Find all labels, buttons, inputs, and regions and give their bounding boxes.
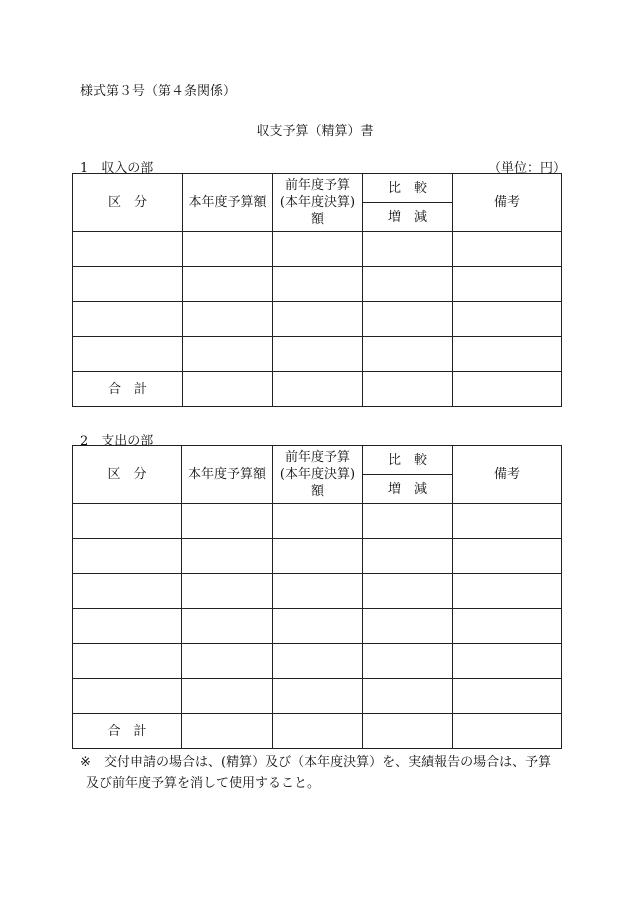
col-header-prev-budget: 前年度予算 (本年度決算) 額: [273, 174, 363, 232]
table-cell[interactable]: [453, 504, 562, 539]
table-row: [73, 539, 562, 574]
table-cell[interactable]: [182, 609, 273, 644]
table-cell[interactable]: [453, 644, 562, 679]
table-cell[interactable]: [453, 302, 562, 337]
table-row: [73, 679, 562, 714]
table-cell[interactable]: [363, 679, 453, 714]
table-cell[interactable]: [182, 574, 273, 609]
note-line-1: 交付申請の場合は、(精算）及び（本年度決算）を、実績報告の場合は、予算: [104, 755, 552, 770]
table-cell[interactable]: [363, 574, 453, 609]
total-cell[interactable]: [183, 372, 273, 407]
table-cell[interactable]: [73, 504, 182, 539]
table-cell[interactable]: [453, 337, 562, 372]
col-header-category: 区 分: [73, 446, 182, 504]
table-cell[interactable]: [182, 644, 273, 679]
table-cell[interactable]: [73, 232, 183, 267]
total-cell[interactable]: [273, 714, 363, 749]
table-cell[interactable]: [273, 574, 363, 609]
table-cell[interactable]: [363, 302, 453, 337]
col-header-prev-budget: 前年度予算 (本年度決算) 額: [273, 446, 363, 504]
total-cell[interactable]: [182, 714, 273, 749]
expense-section-heading: 2 支出の部: [80, 434, 154, 449]
table-cell[interactable]: [182, 504, 273, 539]
table-cell[interactable]: [363, 232, 453, 267]
col-header-increase-decrease: 増 減: [363, 475, 453, 504]
col-header-remarks: 備考: [453, 446, 562, 504]
table-cell[interactable]: [363, 267, 453, 302]
table-row: [73, 267, 562, 302]
total-cell[interactable]: [273, 372, 363, 407]
form-number: 様式第３号（第４条関係）: [80, 84, 237, 99]
table-row: [73, 337, 562, 372]
table-cell[interactable]: [273, 302, 363, 337]
table-cell[interactable]: [73, 609, 182, 644]
table-cell[interactable]: [73, 302, 183, 337]
table-row: [73, 302, 562, 337]
col-header-comparison: 比 較: [363, 174, 453, 203]
expense-total-row: [73, 714, 562, 749]
table-cell[interactable]: [273, 644, 363, 679]
expense-table: [72, 445, 562, 749]
total-cell[interactable]: [453, 372, 562, 407]
table-cell[interactable]: [363, 609, 453, 644]
table-cell[interactable]: [453, 609, 562, 644]
table-cell[interactable]: [273, 337, 363, 372]
note-line-2: 及び前年度予算を消して使用すること。: [86, 776, 321, 791]
table-cell[interactable]: [182, 539, 273, 574]
table-cell[interactable]: [273, 679, 363, 714]
table-cell[interactable]: [73, 539, 182, 574]
table-cell[interactable]: [73, 644, 182, 679]
table-cell[interactable]: [363, 539, 453, 574]
table-cell[interactable]: [273, 267, 363, 302]
total-cell[interactable]: [363, 714, 453, 749]
table-cell[interactable]: [453, 574, 562, 609]
table-cell[interactable]: [273, 232, 363, 267]
table-cell[interactable]: [453, 679, 562, 714]
table-cell[interactable]: [183, 302, 273, 337]
unit-label: （単位：円）: [488, 161, 567, 176]
col-header-category: 区 分: [73, 174, 183, 232]
table-cell[interactable]: [273, 504, 363, 539]
table-cell[interactable]: [273, 539, 363, 574]
col-header-current-budget: 本年度予算額: [183, 174, 273, 232]
income-total-row: [73, 372, 562, 407]
table-cell[interactable]: [183, 267, 273, 302]
income-total-label: 合 計: [73, 372, 183, 407]
col-header-comparison: 比 較: [363, 446, 453, 475]
note-mark: ※: [80, 755, 91, 770]
table-cell[interactable]: [73, 574, 182, 609]
table-row: [73, 232, 562, 267]
total-cell[interactable]: [453, 714, 562, 749]
table-cell[interactable]: [182, 679, 273, 714]
table-cell[interactable]: [73, 679, 182, 714]
table-cell[interactable]: [183, 232, 273, 267]
table-row: [73, 644, 562, 679]
table-cell[interactable]: [453, 267, 562, 302]
table-row: [73, 504, 562, 539]
document-title: 収支予算（精算）書: [256, 124, 374, 139]
income-table: [72, 173, 562, 407]
footnote: [80, 752, 580, 794]
table-cell[interactable]: [73, 267, 183, 302]
table-cell[interactable]: [453, 539, 562, 574]
col-header-increase-decrease: 増 減: [363, 203, 453, 232]
table-cell[interactable]: [453, 232, 562, 267]
col-header-current-budget: 本年度予算額: [182, 446, 273, 504]
table-cell[interactable]: [363, 644, 453, 679]
table-cell[interactable]: [363, 337, 453, 372]
income-section-heading: 1 収入の部: [80, 161, 154, 176]
col-header-remarks: 備考: [453, 174, 562, 232]
table-cell[interactable]: [273, 609, 363, 644]
table-row: [73, 574, 562, 609]
total-cell[interactable]: [363, 372, 453, 407]
table-row: [73, 609, 562, 644]
expense-total-label: 合 計: [73, 714, 182, 749]
table-cell[interactable]: [73, 337, 183, 372]
table-cell[interactable]: [363, 504, 453, 539]
table-cell[interactable]: [183, 337, 273, 372]
